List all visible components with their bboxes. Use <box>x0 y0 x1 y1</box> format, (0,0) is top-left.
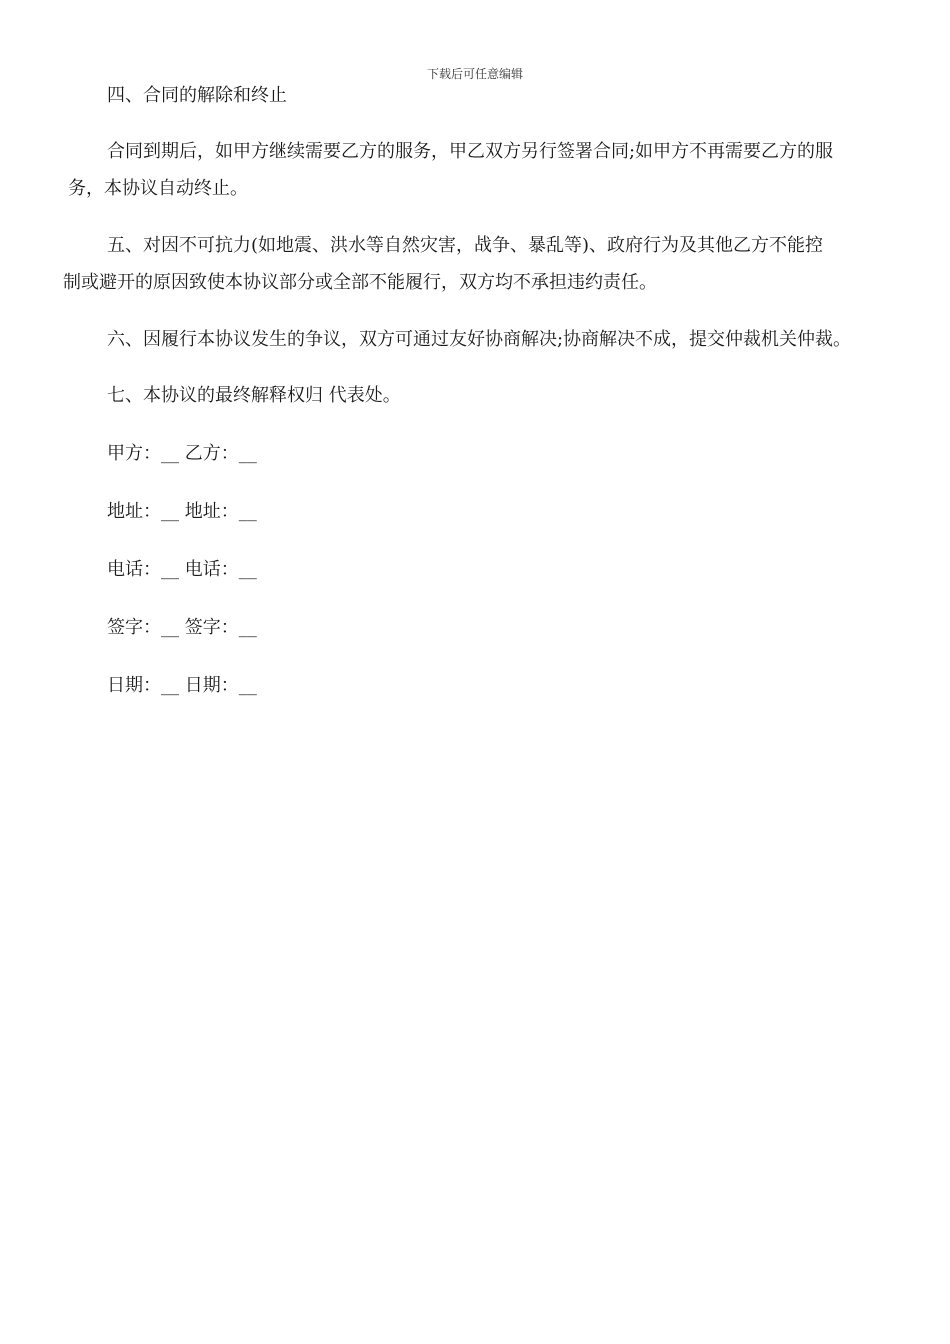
section-6-text: 六、因履行本协议发生的争议，双方可通过友好协商解决;协商解决不成，提交仲裁机关仲裁。 <box>107 329 852 350</box>
signature-address-line: 地址：__ 地址：__ <box>107 501 257 522</box>
section-4-title: 四、合同的解除和终止 <box>107 85 287 106</box>
signature-phone-line: 电话：__ 电话：__ <box>107 559 257 580</box>
section-5-text-line-1: 五、对因不可抗力(如地震、洪水等自然灾害，战争、暴乱等)、政府行为及其他乙方不能控 <box>107 235 824 256</box>
signature-date-line: 日期：__ 日期：__ <box>107 675 257 696</box>
header-note: 下载后可任意编辑 <box>426 67 523 81</box>
section-4-text-line-2: 务，本协议自动终止。 <box>68 178 248 199</box>
signature-sign-line: 签字：__ 签字：__ <box>107 617 257 638</box>
section-5-text-line-2: 制或避开的原因致使本协议部分或全部不能履行，双方均不承担违约责任。 <box>63 272 657 293</box>
section-7-text: 七、本协议的最终解释权归 代表处。 <box>107 385 401 406</box>
section-4-text-line-1: 合同到期后，如甲方继续需要乙方的服务，甲乙双方另行签署合同;如甲方不再需要乙方的服 <box>107 141 834 162</box>
signature-party-line: 甲方：__ 乙方：__ <box>107 443 257 464</box>
